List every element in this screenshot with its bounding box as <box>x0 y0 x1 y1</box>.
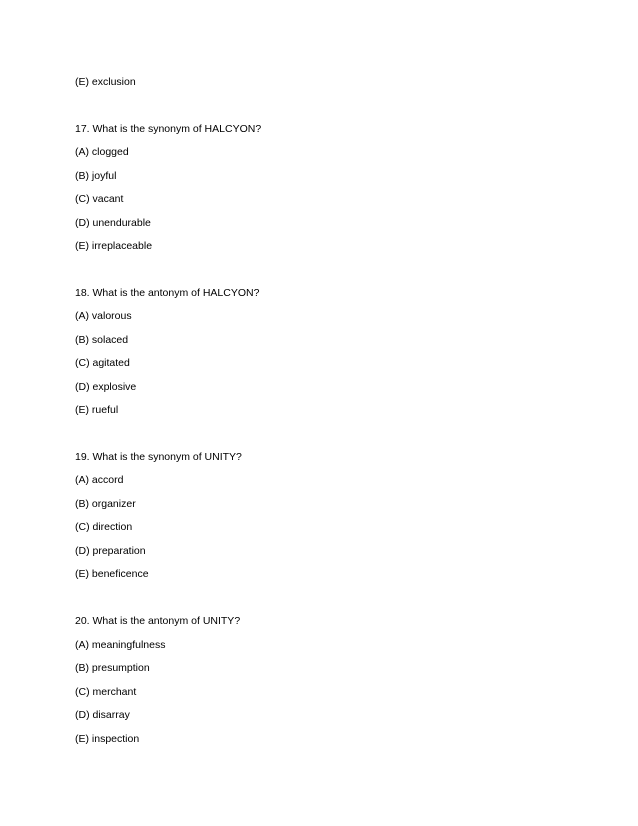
option-line: (A) clogged <box>75 146 129 158</box>
option-line: (A) valorous <box>75 310 132 322</box>
option-line: (A) meaningfulness <box>75 639 166 651</box>
option-line: (A) accord <box>75 474 124 486</box>
option-line: (B) joyful <box>75 170 117 182</box>
option-line: (C) agitated <box>75 357 130 369</box>
option-line: (D) explosive <box>75 381 137 393</box>
option-line: (E) beneficence <box>75 568 149 580</box>
option-line: (E) rueful <box>75 404 119 416</box>
option-line: (C) vacant <box>75 193 124 205</box>
option-line: (B) presumption <box>75 662 150 674</box>
option-line: (D) preparation <box>75 545 146 557</box>
option-line: (B) solaced <box>75 334 129 346</box>
option-line: (E) irreplaceable <box>75 240 153 252</box>
question-line: 18. What is the antonym of HALCYON? <box>75 287 260 299</box>
option-line: (C) merchant <box>75 686 137 698</box>
option-line: (B) organizer <box>75 498 136 510</box>
option-line: (C) direction <box>75 521 133 533</box>
option-line: (D) unendurable <box>75 217 151 229</box>
question-line: 19. What is the synonym of UNITY? <box>75 451 242 463</box>
option-line: (D) disarray <box>75 709 130 721</box>
question-line: 17. What is the synonym of HALCYON? <box>75 123 262 135</box>
option-line: (E) inspection <box>75 733 140 745</box>
option-line: (E) exclusion <box>75 76 136 88</box>
question-line: 20. What is the antonym of UNITY? <box>75 615 241 627</box>
